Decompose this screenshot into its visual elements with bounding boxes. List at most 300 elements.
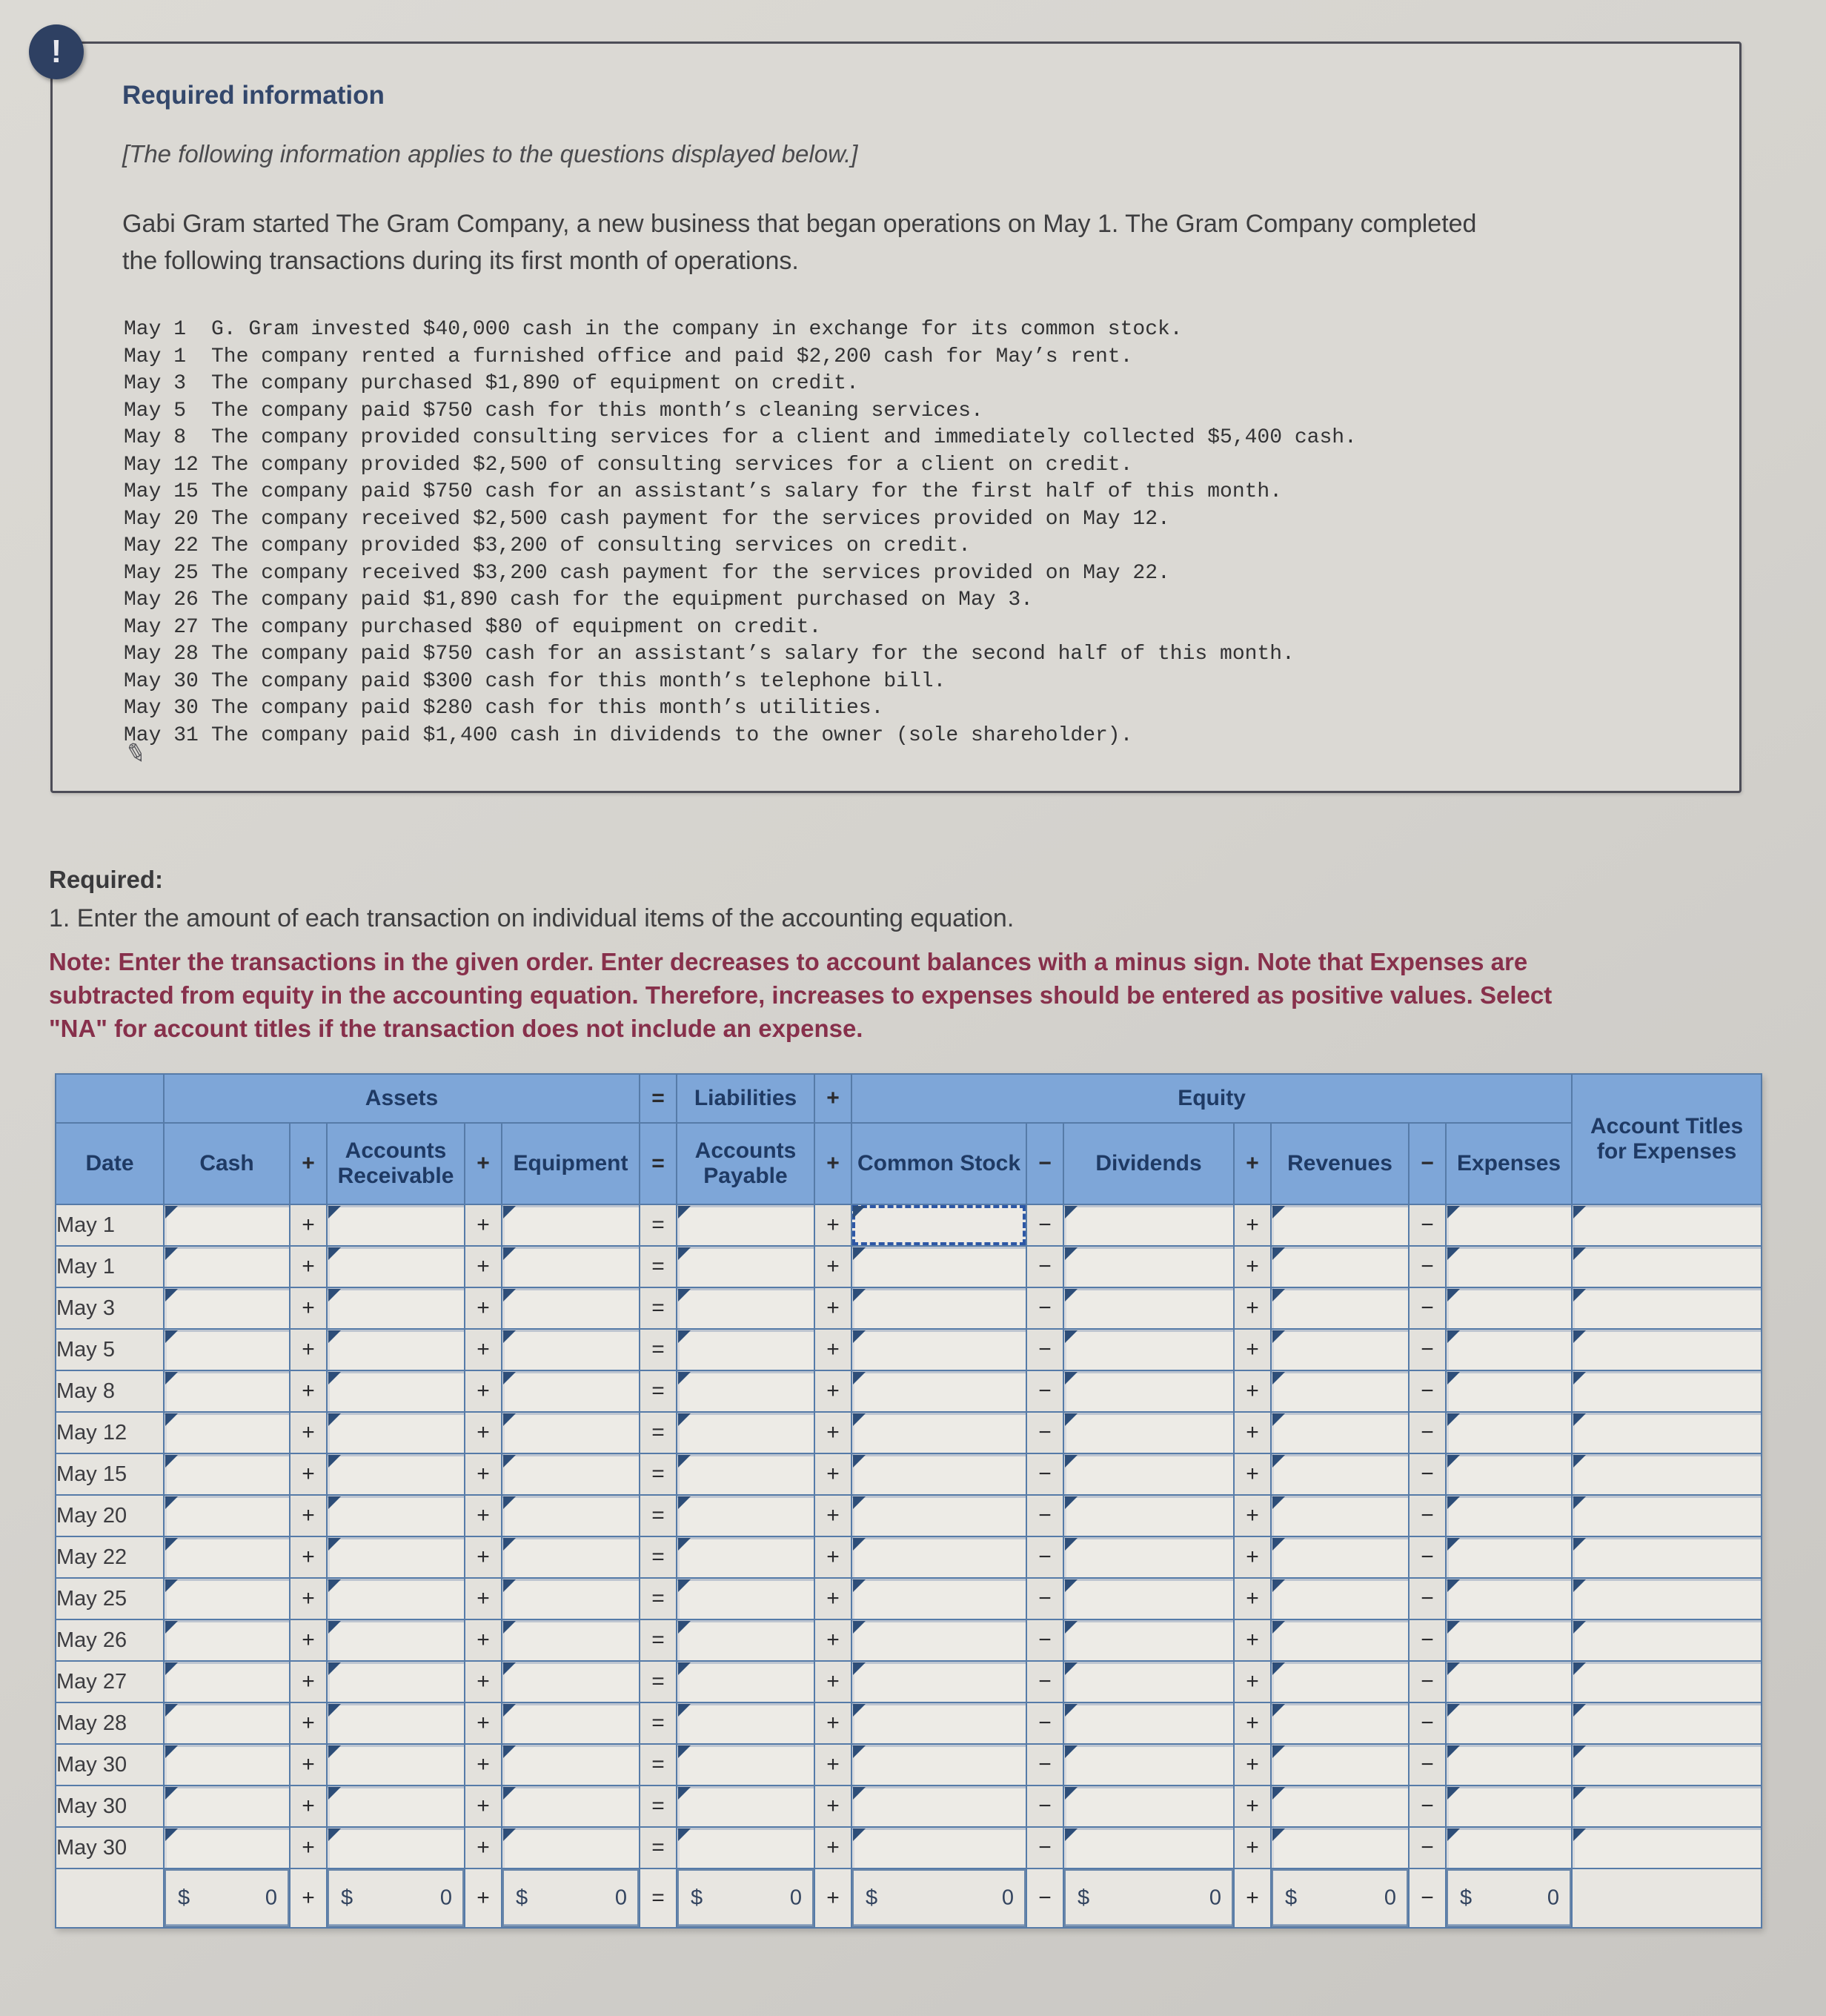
revenues-input-cell[interactable] (1271, 1495, 1409, 1536)
expenses-column-header: Expenses (1446, 1123, 1572, 1204)
cell-corner-marker-icon (1065, 1828, 1078, 1841)
table-row (56, 1619, 1762, 1661)
cell-corner-marker-icon (1065, 1538, 1078, 1551)
operator-cell: + (465, 1495, 502, 1536)
transaction-text: The company paid $750 cash for an assistant’s salary for the first half of this month. (211, 480, 1283, 503)
expenses-input-cell[interactable] (1446, 1744, 1572, 1785)
cell-corner-marker-icon (1065, 1330, 1078, 1343)
cell-corner-marker-icon (165, 1662, 178, 1675)
operator-cell: = (640, 1287, 677, 1329)
operator-cell: + (1234, 1744, 1271, 1785)
pencil-icon: ✎ (122, 737, 150, 771)
transaction-date: May 26 (124, 588, 199, 611)
common-stock-input-cell[interactable] (851, 1287, 1026, 1329)
row-date: May 30 (56, 1827, 164, 1869)
cell-corner-marker-icon (853, 1413, 866, 1426)
cell-corner-marker-icon (853, 1828, 866, 1841)
cell-corner-marker-icon (503, 1455, 516, 1468)
expenses-input-cell[interactable] (1446, 1536, 1572, 1578)
accounts-receivable-input-cell[interactable] (327, 1785, 465, 1827)
row-date: May 12 (56, 1412, 164, 1453)
account-title-select-cell[interactable] (1572, 1204, 1762, 1246)
revenues-input-cell[interactable] (1271, 1536, 1409, 1578)
common-stock-input-cell[interactable] (851, 1412, 1026, 1453)
accounts-receivable-input-cell[interactable] (327, 1702, 465, 1744)
expenses-input-cell[interactable] (1446, 1370, 1572, 1412)
common-stock-input-cell[interactable] (851, 1204, 1026, 1246)
account-title-select-cell[interactable] (1572, 1329, 1762, 1370)
cell-corner-marker-icon (1272, 1745, 1285, 1758)
transaction-line (124, 479, 1357, 506)
cell-corner-marker-icon (1272, 1538, 1285, 1551)
operator-cell: + (814, 1578, 851, 1619)
transaction-line (124, 669, 1357, 696)
accounts-receivable-input-cell[interactable] (327, 1412, 465, 1453)
common-stock-input-cell[interactable] (851, 1827, 1026, 1869)
operator-cell: = (640, 1329, 677, 1370)
transaction-text: The company purchased $1,890 of equipment on credit. (211, 372, 859, 395)
accounts-payable-total-value: 0 (789, 1886, 803, 1910)
common-stock-input-cell[interactable] (851, 1661, 1026, 1702)
operator-cell: + (290, 1869, 327, 1928)
cash-input-cell[interactable] (164, 1495, 290, 1536)
accounts-receivable-input-cell[interactable] (327, 1246, 465, 1287)
operator-cell: − (1409, 1204, 1446, 1246)
dividends-input-cell[interactable] (1063, 1287, 1234, 1329)
transaction-date: May 8 (124, 426, 187, 449)
accounts-receivable-input-cell[interactable] (327, 1536, 465, 1578)
transaction-date: May 31 (124, 723, 199, 747)
cell-corner-marker-icon (1272, 1662, 1285, 1675)
accounts-payable-input-cell[interactable] (677, 1536, 814, 1578)
dividends-input-cell[interactable] (1063, 1329, 1234, 1370)
equipment-column-header: Equipment (502, 1123, 640, 1204)
operator-cell: + (290, 1661, 327, 1702)
cell-corner-marker-icon (165, 1745, 178, 1758)
expenses-input-cell[interactable] (1446, 1827, 1572, 1869)
currency-symbol: $ (341, 1886, 353, 1910)
cash-input-cell[interactable] (164, 1827, 290, 1869)
cell-corner-marker-icon (1447, 1289, 1460, 1302)
accounts-payable-input-cell[interactable] (677, 1412, 814, 1453)
revenues-input-cell[interactable] (1271, 1370, 1409, 1412)
cash-input-cell[interactable] (164, 1619, 290, 1661)
accounts-payable-input-cell[interactable] (677, 1204, 814, 1246)
expenses-input-cell[interactable] (1446, 1204, 1572, 1246)
operator-cell: + (465, 1287, 502, 1329)
cell-corner-marker-icon (328, 1330, 341, 1343)
revenues-input-cell[interactable] (1271, 1412, 1409, 1453)
transaction-date: May 30 (124, 669, 199, 693)
accounts-payable-input-cell[interactable] (677, 1702, 814, 1744)
accounts-receivable-input-cell[interactable] (327, 1827, 465, 1869)
transaction-text: The company received $3,200 cash payment for the services provided on May 22. (211, 561, 1170, 585)
cell-corner-marker-icon (1065, 1621, 1078, 1634)
equipment-input-cell[interactable] (502, 1744, 640, 1785)
cell-corner-marker-icon (678, 1496, 691, 1509)
currency-symbol: $ (691, 1886, 703, 1910)
intro-line-1: Gabi Gram started The Gram Company, a new business that began operations on May 1. The Gram Company completed (122, 210, 1477, 238)
transaction-text: The company paid $750 cash for this month’s cleaning services. (211, 399, 983, 422)
operator-cell: = (640, 1246, 677, 1287)
cash-input-cell[interactable] (164, 1246, 290, 1287)
cell-corner-marker-icon (503, 1289, 516, 1302)
required-note (49, 945, 1776, 1045)
cell-corner-marker-icon (1272, 1247, 1285, 1260)
row-date: May 8 (56, 1370, 164, 1412)
cell-corner-marker-icon (853, 1289, 866, 1302)
account-title-select-cell[interactable] (1572, 1412, 1762, 1453)
cell-corner-marker-icon (678, 1828, 691, 1841)
revenues-input-cell[interactable] (1271, 1827, 1409, 1869)
transaction-text: G. Gram invested $40,000 cash in the company in exchange for its common stock. (211, 318, 1183, 341)
equipment-input-cell[interactable] (502, 1785, 640, 1827)
accounts-payable-input-cell[interactable] (677, 1744, 814, 1785)
dividends-input-cell[interactable] (1063, 1702, 1234, 1744)
table-row (56, 1785, 1762, 1827)
transaction-line (124, 371, 1357, 398)
equipment-input-cell[interactable] (502, 1827, 640, 1869)
note-line-2: subtracted from equity in the accounting equation. Therefore, increases to expenses should be entered as positive values. Select (49, 981, 1553, 1009)
account-title-select-cell[interactable] (1572, 1661, 1762, 1702)
cash-input-cell[interactable] (164, 1702, 290, 1744)
dividends-input-cell[interactable] (1063, 1246, 1234, 1287)
cell-corner-marker-icon (853, 1206, 866, 1218)
common-stock-input-cell[interactable] (851, 1578, 1026, 1619)
cash-input-cell[interactable] (164, 1578, 290, 1619)
accounts-receivable-input-cell[interactable] (327, 1578, 465, 1619)
account-title-select-cell[interactable] (1572, 1785, 1762, 1827)
dividends-input-cell[interactable] (1063, 1536, 1234, 1578)
cell-corner-marker-icon (853, 1455, 866, 1468)
transaction-line (124, 344, 1357, 371)
transaction-text: The company rented a furnished office and paid $2,200 cash for May’s rent. (211, 345, 1133, 368)
account-title-select-cell[interactable] (1572, 1370, 1762, 1412)
accounts-receivable-input-cell[interactable] (327, 1495, 465, 1536)
expenses-total-value: 0 (1547, 1886, 1560, 1910)
accounts-payable-input-cell[interactable] (677, 1287, 814, 1329)
accounts-receivable-input-cell[interactable] (327, 1453, 465, 1495)
cell-corner-marker-icon (328, 1662, 341, 1675)
equipment-input-cell[interactable] (502, 1536, 640, 1578)
cell-corner-marker-icon (853, 1579, 866, 1592)
dividends-input-cell[interactable] (1063, 1827, 1234, 1869)
revenues-input-cell[interactable] (1271, 1287, 1409, 1329)
accounts-payable-input-cell[interactable] (677, 1785, 814, 1827)
accounts-receivable-input-cell[interactable] (327, 1370, 465, 1412)
revenues-input-cell[interactable] (1271, 1661, 1409, 1702)
cash-total-value: 0 (265, 1886, 277, 1910)
dividends-input-cell[interactable] (1063, 1412, 1234, 1453)
accounts-receivable-input-cell[interactable] (327, 1329, 465, 1370)
note-line-1: Note: Enter the transactions in the given order. Enter decreases to account balances with a minus sign. Note that Expenses are (49, 948, 1528, 975)
accounts-receivable-input-cell[interactable] (327, 1287, 465, 1329)
expenses-input-cell[interactable] (1446, 1412, 1572, 1453)
cash-input-cell[interactable] (164, 1536, 290, 1578)
expenses-input-cell[interactable] (1446, 1661, 1572, 1702)
operator-cell: = (640, 1744, 677, 1785)
dividends-input-cell[interactable] (1063, 1495, 1234, 1536)
cell-corner-marker-icon (328, 1289, 341, 1302)
operator-cell: + (1234, 1246, 1271, 1287)
operator-cell: − (1409, 1412, 1446, 1453)
operator-cell: + (814, 1453, 851, 1495)
cash-input-cell[interactable] (164, 1661, 290, 1702)
accounts-payable-input-cell[interactable] (677, 1329, 814, 1370)
transaction-text: The company paid $1,400 cash in dividends to the owner (sole shareholder). (211, 723, 1133, 747)
operator-cell: − (1026, 1536, 1063, 1578)
operator-cell: − (1409, 1702, 1446, 1744)
accounts-payable-input-cell[interactable] (677, 1453, 814, 1495)
cell-corner-marker-icon (1573, 1330, 1586, 1343)
common-stock-input-cell[interactable] (851, 1619, 1026, 1661)
account-title-select-cell[interactable] (1572, 1619, 1762, 1661)
operator-cell: + (814, 1412, 851, 1453)
operator-cell: + (1234, 1495, 1271, 1536)
account-title-select-cell[interactable] (1572, 1495, 1762, 1536)
operator-header: + (465, 1123, 502, 1204)
cell-corner-marker-icon (853, 1496, 866, 1509)
accounts-payable-input-cell[interactable] (677, 1578, 814, 1619)
cell-corner-marker-icon (1573, 1828, 1586, 1841)
operator-cell: + (465, 1827, 502, 1869)
operator-cell: = (640, 1453, 677, 1495)
accounts-payable-column-header: Accounts Payable (677, 1123, 814, 1204)
expenses-input-cell[interactable] (1446, 1329, 1572, 1370)
accounts-payable-input-cell[interactable] (677, 1246, 814, 1287)
common-stock-input-cell[interactable] (851, 1329, 1026, 1370)
dividends-input-cell[interactable] (1063, 1204, 1234, 1246)
revenues-input-cell[interactable] (1271, 1246, 1409, 1287)
accounts-receivable-input-cell[interactable] (327, 1619, 465, 1661)
row-date: May 22 (56, 1536, 164, 1578)
cash-column-header: Cash (164, 1123, 290, 1204)
operator-cell: − (1409, 1619, 1446, 1661)
operator-cell: + (290, 1453, 327, 1495)
revenues-input-cell[interactable] (1271, 1744, 1409, 1785)
cell-corner-marker-icon (678, 1538, 691, 1551)
currency-symbol: $ (178, 1886, 190, 1910)
equipment-input-cell[interactable] (502, 1370, 640, 1412)
expenses-input-cell[interactable] (1446, 1246, 1572, 1287)
dividends-input-cell[interactable] (1063, 1785, 1234, 1827)
revenues-input-cell[interactable] (1271, 1329, 1409, 1370)
common-stock-input-cell[interactable] (851, 1370, 1026, 1412)
cell-corner-marker-icon (328, 1579, 341, 1592)
cell-corner-marker-icon (165, 1579, 178, 1592)
equipment-input-cell[interactable] (502, 1661, 640, 1702)
operator-header: − (1409, 1123, 1446, 1204)
cell-corner-marker-icon (678, 1621, 691, 1634)
dividends-input-cell[interactable] (1063, 1578, 1234, 1619)
common-stock-input-cell[interactable] (851, 1246, 1026, 1287)
operator-cell: − (1026, 1785, 1063, 1827)
cell-corner-marker-icon (1272, 1372, 1285, 1385)
cash-input-cell[interactable] (164, 1412, 290, 1453)
operator-cell: = (640, 1412, 677, 1453)
operator-cell: + (1234, 1661, 1271, 1702)
account-title-select-cell[interactable] (1572, 1578, 1762, 1619)
common-stock-input-cell[interactable] (851, 1536, 1026, 1578)
common-stock-input-cell[interactable] (851, 1702, 1026, 1744)
account-title-select-cell[interactable] (1572, 1702, 1762, 1744)
cash-input-cell[interactable] (164, 1329, 290, 1370)
operator-cell: − (1026, 1578, 1063, 1619)
common-stock-input-cell[interactable] (851, 1453, 1026, 1495)
accounts-payable-input-cell[interactable] (677, 1827, 814, 1869)
expenses-input-cell[interactable] (1446, 1785, 1572, 1827)
account-title-select-cell[interactable] (1572, 1536, 1762, 1578)
cash-input-cell[interactable] (164, 1453, 290, 1495)
dividends-input-cell[interactable] (1063, 1619, 1234, 1661)
operator-cell: + (290, 1744, 327, 1785)
row-date: May 26 (56, 1619, 164, 1661)
accounts-receivable-input-cell[interactable] (327, 1204, 465, 1246)
account-title-select-cell[interactable] (1572, 1453, 1762, 1495)
equipment-input-cell[interactable] (502, 1204, 640, 1246)
account-title-select-cell[interactable] (1572, 1246, 1762, 1287)
expenses-input-cell[interactable] (1446, 1578, 1572, 1619)
cell-corner-marker-icon (1573, 1745, 1586, 1758)
dividends-total-value: 0 (1209, 1886, 1222, 1910)
operator-cell: + (1234, 1578, 1271, 1619)
common-stock-input-cell[interactable] (851, 1495, 1026, 1536)
cell-corner-marker-icon (1447, 1413, 1460, 1426)
operator-cell: + (814, 1536, 851, 1578)
cash-input-cell[interactable] (164, 1744, 290, 1785)
table-row (56, 1827, 1762, 1869)
operator-cell: = (640, 1702, 677, 1744)
cell-corner-marker-icon (853, 1538, 866, 1551)
operator-cell: + (465, 1246, 502, 1287)
operator-cell: − (1026, 1246, 1063, 1287)
equipment-input-cell[interactable] (502, 1287, 640, 1329)
currency-symbol: $ (1285, 1886, 1298, 1910)
cell-corner-marker-icon (503, 1206, 516, 1218)
cash-input-cell[interactable] (164, 1287, 290, 1329)
operator-cell: − (1409, 1329, 1446, 1370)
transaction-line (124, 695, 1357, 723)
cell-corner-marker-icon (328, 1828, 341, 1841)
operator-cell: + (814, 1329, 851, 1370)
equipment-input-cell[interactable] (502, 1702, 640, 1744)
cell-corner-marker-icon (328, 1704, 341, 1717)
cell-corner-marker-icon (678, 1662, 691, 1675)
accounts-payable-input-cell[interactable] (677, 1661, 814, 1702)
dividends-input-cell[interactable] (1063, 1370, 1234, 1412)
cell-corner-marker-icon (165, 1621, 178, 1634)
cell-corner-marker-icon (853, 1662, 866, 1675)
cash-input-cell[interactable] (164, 1204, 290, 1246)
revenues-input-cell[interactable] (1271, 1453, 1409, 1495)
equipment-input-cell[interactable] (502, 1495, 640, 1536)
operator-cell: + (1234, 1536, 1271, 1578)
operator-cell: − (1026, 1702, 1063, 1744)
intro-line-2: the following transactions during its first month of operations. (122, 247, 799, 275)
dividends-input-cell[interactable] (1063, 1661, 1234, 1702)
expenses-input-cell[interactable] (1446, 1619, 1572, 1661)
equipment-input-cell[interactable] (502, 1246, 640, 1287)
cell-corner-marker-icon (678, 1413, 691, 1426)
cash-input-cell[interactable] (164, 1785, 290, 1827)
transaction-date: May 12 (124, 453, 199, 477)
row-date: May 28 (56, 1702, 164, 1744)
operator-cell: + (290, 1329, 327, 1370)
cell-corner-marker-icon (1272, 1579, 1285, 1592)
cell-corner-marker-icon (678, 1330, 691, 1343)
common-stock-input-cell[interactable] (851, 1744, 1026, 1785)
cell-corner-marker-icon (1065, 1206, 1078, 1218)
revenues-input-cell[interactable] (1271, 1702, 1409, 1744)
dividends-input-cell[interactable] (1063, 1453, 1234, 1495)
accounts-receivable-input-cell[interactable] (327, 1661, 465, 1702)
expenses-input-cell[interactable] (1446, 1495, 1572, 1536)
operator-cell: + (465, 1702, 502, 1744)
equipment-input-cell[interactable] (502, 1453, 640, 1495)
accounts-payable-input-cell[interactable] (677, 1370, 814, 1412)
account-title-select-cell[interactable] (1572, 1744, 1762, 1785)
equipment-input-cell[interactable] (502, 1329, 640, 1370)
row-date: May 30 (56, 1785, 164, 1827)
cell-corner-marker-icon (503, 1496, 516, 1509)
account-title-select-cell[interactable] (1572, 1827, 1762, 1869)
operator-header: + (290, 1123, 327, 1204)
equipment-input-cell[interactable] (502, 1578, 640, 1619)
equipment-input-cell[interactable] (502, 1619, 640, 1661)
revenues-input-cell[interactable] (1271, 1578, 1409, 1619)
cell-corner-marker-icon (165, 1289, 178, 1302)
cell-corner-marker-icon (1447, 1330, 1460, 1343)
cell-corner-marker-icon (165, 1704, 178, 1717)
required-heading: Required: (49, 866, 164, 893)
operator-cell: + (1234, 1204, 1271, 1246)
operator-cell: + (814, 1827, 851, 1869)
cell-corner-marker-icon (1272, 1621, 1285, 1634)
cell-corner-marker-icon (1272, 1704, 1285, 1717)
required-item-1: 1. Enter the amount of each transaction on individual items of the accounting equation. (49, 904, 1015, 932)
operator-cell: + (814, 1204, 851, 1246)
common-stock-input-cell[interactable] (851, 1785, 1026, 1827)
cell-corner-marker-icon (1272, 1206, 1285, 1218)
cash-input-cell[interactable] (164, 1370, 290, 1412)
accounts-payable-input-cell[interactable] (677, 1495, 814, 1536)
operator-cell: + (465, 1412, 502, 1453)
operator-cell: + (290, 1619, 327, 1661)
cell-corner-marker-icon (1573, 1206, 1586, 1218)
expenses-input-cell[interactable] (1446, 1287, 1572, 1329)
cell-corner-marker-icon (503, 1372, 516, 1385)
dividends-input-cell[interactable] (1063, 1744, 1234, 1785)
cell-corner-marker-icon (503, 1828, 516, 1841)
transaction-text: The company provided $2,500 of consulting services for a client on credit. (211, 453, 1133, 477)
revenues-input-cell[interactable] (1271, 1619, 1409, 1661)
operator-cell: + (1234, 1329, 1271, 1370)
operator-cell: − (1409, 1661, 1446, 1702)
accounts-receivable-input-cell[interactable] (327, 1744, 465, 1785)
cell-corner-marker-icon (165, 1538, 178, 1551)
revenues-input-cell[interactable] (1271, 1204, 1409, 1246)
equipment-input-cell[interactable] (502, 1412, 640, 1453)
cell-corner-marker-icon (678, 1247, 691, 1260)
table-row (56, 1744, 1762, 1785)
revenues-input-cell[interactable] (1271, 1785, 1409, 1827)
expenses-input-cell[interactable] (1446, 1702, 1572, 1744)
accounts-payable-input-cell[interactable] (677, 1619, 814, 1661)
account-title-select-cell[interactable] (1572, 1287, 1762, 1329)
operator-cell: + (1234, 1619, 1271, 1661)
row-date: May 30 (56, 1744, 164, 1785)
expenses-input-cell[interactable] (1446, 1453, 1572, 1495)
